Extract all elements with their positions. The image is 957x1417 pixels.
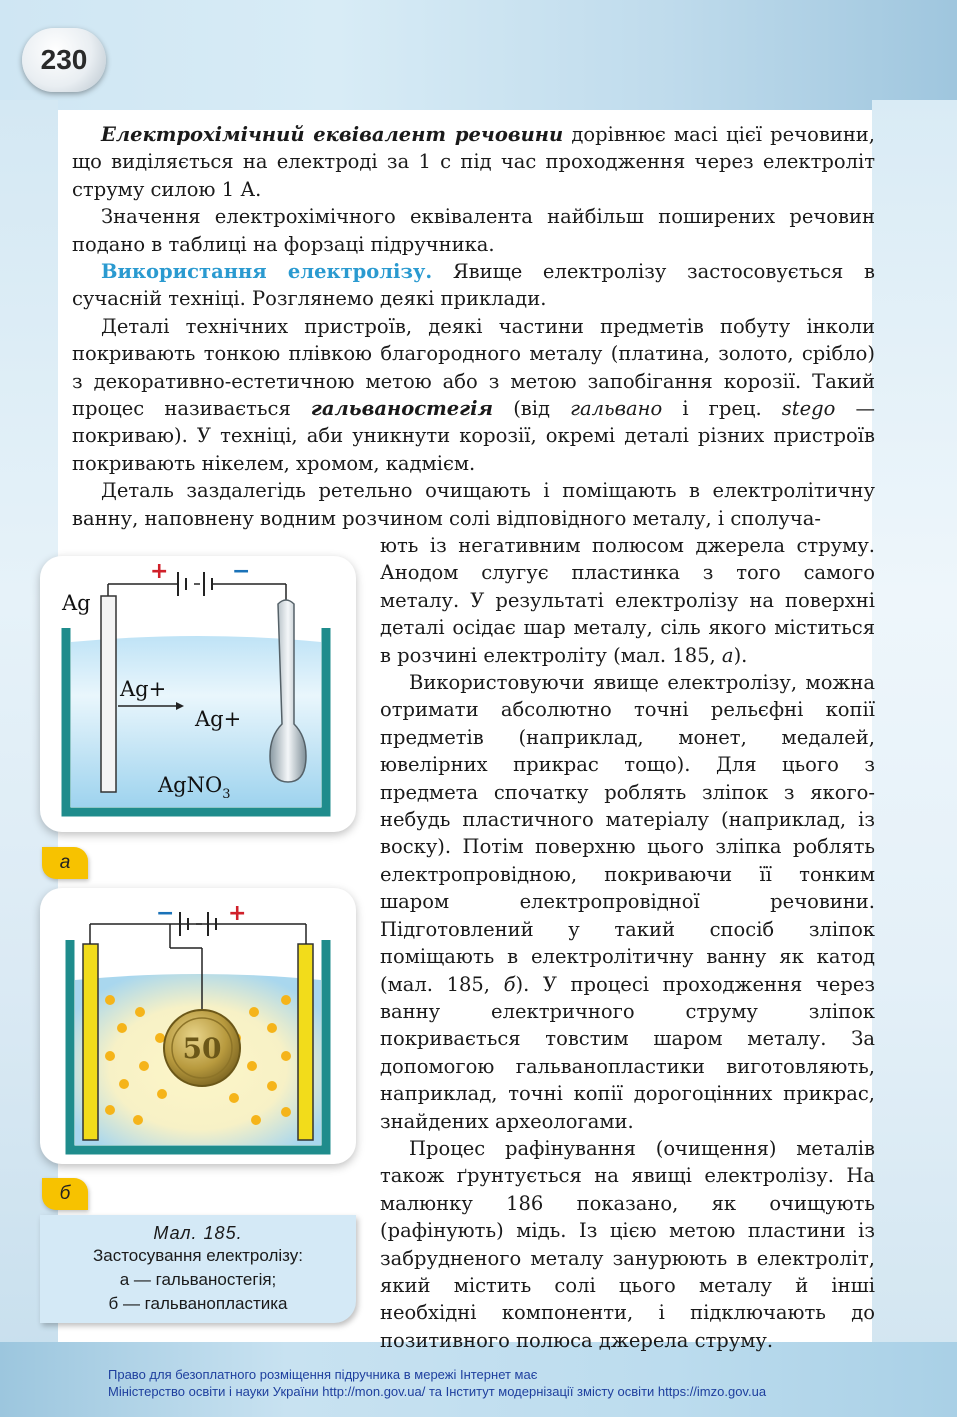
term-galvanostegy: гальваностегія (310, 397, 494, 421)
negative-terminal: − (156, 901, 175, 926)
coin-value: 50 (182, 1032, 222, 1065)
main-text-column (380, 532, 875, 1354)
silver-ion-right: Ag+ (195, 707, 242, 731)
paragraph-refining: Процес рафінування (очищення) металів також ґрунтується на явищі електролізу. На малюнку 186 показано, як очищують (рафінують) мідь. Із цією метою пластини із забрудненого металу занурюють в електроліт, який містить солі цього металу й інші необхідні компоненти, і підключають до позитивного полюса джерела струму. (380, 1136, 875, 1352)
positive-terminal: + (150, 559, 169, 584)
figure-b-tag: б (42, 1178, 88, 1210)
battery-icon (178, 572, 212, 596)
figure-galvanoplasty (40, 888, 356, 1164)
caption-line-3: б — гальванопластика (108, 1294, 288, 1313)
galvanostegy-diagram (40, 556, 356, 832)
positive-terminal: + (228, 901, 247, 926)
figure-caption (40, 1215, 356, 1323)
section-heading: Використання електролізу. (101, 260, 433, 284)
page-number: 230 (22, 28, 106, 92)
footer-line-1: Право для безоплатного розміщення підручника в мережі Інтернет має (108, 1367, 538, 1382)
galvanoplasty-diagram (40, 888, 356, 1164)
main-text-top (72, 121, 875, 532)
figure-galvanostegy (40, 556, 356, 832)
silver-ion-left: Ag+ (120, 677, 167, 701)
anode-label: Ag (62, 591, 91, 615)
paragraph-table-reference: Значення електрохімічного еквівалента найбільш поширених речовин подано в таблиці на форзаці підручника. (72, 205, 875, 256)
paragraph-galvanoplasty: Використовуючи явище електролізу, можна отримати абсолютно точні рельєфні копії предметів (наприклад, монет, медалей, ювелірних прикрас тощо). Для цього з предмета спочатку роблять зліпок з якого-небудь пластичного матеріалу (наприклад, із воску). Потім поверхню цього зліпка роблять електропровідною, покриваючи її тонким шаром електропровідної речовини. Підготовлений у такий спосіб зліпок поміщають в електролітичну ванну як катод (мал. 185, б). У процесі проходження через ванну електричного струму зліпок покривається товстим шаром металу. За допомогою гальванопластики виготовляють, наприклад, точні копії дорогоцінних прикрас, знайдених археологами. (380, 671, 875, 1133)
term-electrochemical-equivalent: Електрохімічний еквівалент речовини (101, 123, 564, 146)
header-background (0, 0, 957, 110)
figure-a-tag: а (42, 847, 88, 879)
footer-line-2: Міністерство освіти і науки України http://mon.gov.ua/ та Інститут модернізації змісту освіти https://imzo.gov.ua (108, 1384, 767, 1399)
paragraph-cleaning-continued: ють із негативним полюсом джерела струму. Анодом слугує пластинка з того самого металу. У результаті електролізу на поверхні деталі осідає шар металу, сіль якого міститься в розчині електроліту (мал. 185, а). (380, 534, 875, 667)
left-electrode (83, 944, 98, 1140)
paragraph-definition: Електрохімічний еквівалент речовини дорівнює масі цієї речовини, що виділяється на електроді за 1 с під час проходження через електроліт струму силою 1 А. (72, 123, 876, 201)
paragraph-cleaning-start: Деталь заздалегідь ретельно очищають і поміщають в електролітичну ванну, наповнену водним розчином солі відповідного металу, і сполуча- (72, 479, 875, 530)
silver-anode (101, 596, 116, 792)
negative-terminal: − (232, 559, 251, 584)
caption-line-2: а — гальваностегія; (119, 1270, 277, 1289)
solution-label: AgNO$_3$ (158, 773, 231, 802)
right-electrode (298, 944, 313, 1140)
right-margin-background (872, 100, 957, 1345)
caption-line-1: Застосування електролізу: (92, 1246, 303, 1265)
caption-title: Мал. 185. (153, 1223, 243, 1243)
license-footer (108, 1366, 898, 1400)
paragraph-electrolysis-use: Використання електролізу. Явище електролізу застосовується в сучасній техніці. Розглянемо деякі приклади. (72, 260, 875, 311)
paragraph-galvanostegy: Деталі технічних пристроїв, деякі частини предметів побуту інколи покривають тонкою плівкою благородного металу (платина, золото, срібло) з декоративно-естетичною метою або з метою запобігання корозії. Такий процес називається гальваностегія (від гальвано і грец. stego — покриваю). У техніці, аби уникнути корозії, окремі деталі різних пристроїв покривають нікелем, хромом, кадмієм. (72, 314, 876, 475)
